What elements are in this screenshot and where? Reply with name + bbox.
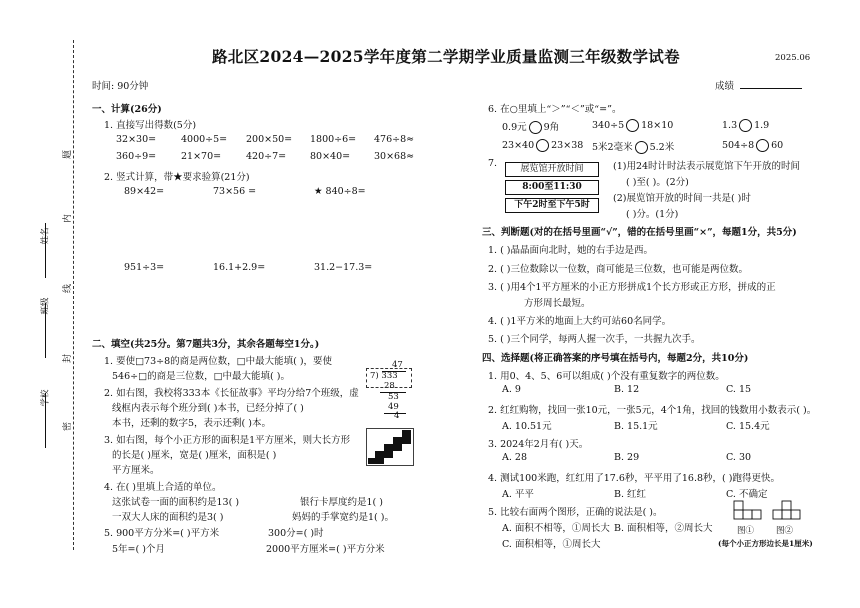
choice-q4: 4. 测试100米跑，红红用了17.6秒，平平用了16.8秒，( )跑得更快。 (488, 473, 780, 484)
calc-item: 32×30= (116, 134, 157, 145)
section-2-title: 二、填空(共25分。第7题共3分，其余各题每空1分。) (92, 339, 320, 350)
fill-q1: 546÷□的商是三位数，□中最大能填( )。 (112, 371, 290, 382)
fill-q4: 妈妈的手掌宽约是1( )。 (292, 512, 394, 523)
s1-q2-title: 2. 竖式计算，带★要求验算(21分) (104, 172, 250, 183)
class-field[interactable] (45, 303, 46, 358)
compare-circle[interactable] (626, 119, 639, 132)
cut-word: 线 (63, 283, 74, 294)
figure-2-label: 图② (776, 526, 794, 536)
fill-q5: 5. 900平方分米=( )平方米 (104, 528, 220, 539)
choice-option[interactable]: A. 平平 (502, 489, 534, 500)
fill-q3: 的长是( )厘米，宽是( )厘米，面积是( ) (112, 450, 277, 461)
fill-q4: 4. 在( )里填上合适的单位。 (104, 482, 222, 493)
schedule-box-title: 展览馆开放时间 (505, 162, 599, 177)
calc-item: 360÷9= (116, 151, 157, 162)
calc-item: 73×56 = (213, 186, 257, 197)
choice-option[interactable]: C. 15 (726, 384, 752, 395)
calc-item: 31.2−17.3= (314, 262, 373, 273)
fill-q4: 银行卡厚度约是1( ) (300, 497, 383, 508)
judge-item: 3. ( )用4个1平方厘米的小正方形拼成1个长方形或正方形，拼成的正 (488, 282, 776, 293)
choice-q3: 3. 2024年2月有( )天。 (488, 439, 589, 450)
judge-item: 1. ( )晶晶面向北时，她的右手边是西。 (488, 245, 654, 256)
calc-item: ★ 840÷8= (314, 186, 366, 197)
choice-option[interactable]: B. 15.1元 (614, 421, 658, 432)
choice-option[interactable]: C. 不确定 (726, 489, 768, 500)
exam-time: 时间: 90分钟 (92, 81, 149, 92)
choice-option[interactable]: A. 面积不相等，①周长大 (502, 523, 610, 534)
figure-1-shape (733, 500, 763, 522)
section-1-title: 一、计算(26分) (92, 104, 162, 115)
school-label: 学校 (40, 389, 51, 407)
choice-q1: 1. 用0、4、5、6可以组成( )个没有重复数字的两位数。 (488, 371, 725, 382)
s1-q1-title: 1. 直接写出得数(5分) (104, 120, 197, 131)
compare-circle[interactable] (739, 119, 752, 132)
staircase-grid-figure (366, 428, 414, 466)
name-label: 姓名 (40, 227, 51, 245)
figure-note: (每个小正方形边长是1厘米) (718, 539, 813, 548)
figure-1-label: 图① (737, 526, 755, 536)
compare-circle[interactable] (529, 121, 542, 134)
calc-item: 1800÷6= (310, 134, 357, 145)
fill-q3: 平方厘米。 (112, 465, 160, 476)
school-field[interactable] (45, 393, 46, 448)
calc-item: 80×40= (310, 151, 351, 162)
fill-q2: 本书，还剩的数字5，表示还剩( )本。 (112, 418, 271, 429)
compare-row-1: 0.9元 9角 (502, 122, 560, 133)
cut-word: 密 (63, 421, 74, 432)
page-title: 路北区2024—2025学年度第二学期学业质量监测三年级数学试卷 (212, 47, 680, 66)
compare-circle[interactable] (635, 141, 648, 154)
fill-q2: 线框内表示每个班分到( )本书，已经分掉了( ) (112, 403, 304, 414)
fill-q6: 6. 在○里填上“＞”“＜”或“=”。 (488, 104, 622, 115)
cut-word: 内 (63, 213, 74, 224)
fill-q7: ( )分。(1分) (626, 209, 679, 220)
calc-item: 476÷8≈ (374, 134, 415, 145)
choice-option[interactable]: B. 29 (614, 452, 640, 463)
calc-item: 89×42= (124, 186, 165, 197)
fill-q1: 1. 要使□73÷8的商是两位数，□中最大能填( )，要使 (104, 356, 333, 367)
fill-q2: 2. 如右图，我校将333本《长征故事》平均分给7个班级，虚 (104, 388, 359, 399)
compare-circle[interactable] (756, 139, 769, 152)
compare-circle[interactable] (536, 139, 549, 152)
score-field[interactable] (740, 88, 802, 89)
choice-q2: 2. 红红购物，找回一张10元，一张5元，4个1角，找回的钱数用小数表示( )。 (488, 405, 817, 416)
choice-option[interactable]: B. 红红 (614, 489, 647, 500)
section-3-title: 三、判断题(对的在括号里画“√”，错的在括号里画“×”，每题1分，共5分) (482, 227, 797, 238)
calc-item: 951÷3= (124, 262, 165, 273)
judge-item: 5. ( )三个同学，每两人握一次手，一共握九次手。 (488, 334, 701, 345)
judge-item-cont: 方形周长最短。 (524, 298, 591, 309)
name-field[interactable] (45, 223, 46, 278)
fill-q5: 300分=( )时 (268, 528, 324, 539)
compare-row-2: 23×40 23×38 (502, 140, 584, 151)
fill-q7: (1)用24时计时法表示展览馆下午开放的时间 (613, 161, 801, 172)
choice-option[interactable]: C. 15.4元 (726, 421, 770, 432)
fill-q3: 3. 如右图，每个小正方形的面积是1平方厘米，则大长方形 (104, 435, 351, 446)
fill-q7: (2)展览馆开放的时间一共是( )时 (613, 193, 751, 204)
score-label: 成绩 (715, 81, 735, 92)
fill-q5: 2000平方厘米=( )平方分米 (266, 544, 385, 555)
calc-item: 21×70= (181, 151, 222, 162)
binding-line (73, 40, 74, 550)
schedule-box-afternoon: 下午2时至下午5时 (505, 198, 599, 213)
calc-item: 30×68≈ (374, 151, 415, 162)
calc-item: 420÷7= (246, 151, 287, 162)
cut-word: 封 (63, 353, 74, 364)
choice-option[interactable]: C. 面积相等，①周长大 (502, 539, 601, 550)
choice-option[interactable]: B. 12 (614, 384, 640, 395)
choice-option[interactable]: A. 28 (502, 452, 527, 463)
calc-item: 4000÷5= (181, 134, 228, 145)
choice-option[interactable]: B. 面积相等，②周长大 (614, 523, 713, 534)
judge-item: 2. ( )三位数除以一位数，商可能是三位数，也可能是两位数。 (488, 264, 749, 275)
fill-q7: ( )至( )。(2分) (626, 177, 689, 188)
schedule-box-morning: 8:00至11:30 (505, 180, 599, 195)
judge-item: 4. ( )1平方米的地面上大约可站60名同学。 (488, 316, 672, 327)
fill-q4: 一双大人床的面积约是3( ) (112, 512, 224, 523)
exam-date: 2025.06 (775, 53, 811, 63)
calc-item: 200×50= (246, 134, 293, 145)
cut-word: 题 (63, 149, 74, 160)
choice-option[interactable]: A. 10.51元 (502, 421, 552, 432)
fill-q4: 这张试卷一面的面积约是13( ) (112, 497, 240, 508)
class-label: 班级 (40, 297, 51, 315)
calc-item: 16.1+2.9= (213, 262, 266, 273)
choice-option[interactable]: A. 9 (502, 384, 521, 395)
section-4-title: 四、选择题(将正确答案的序号填在括号内，每题2分，共10分) (482, 353, 749, 364)
fill-q5: 5年=( )个月 (112, 544, 165, 555)
fill-q7-num: 7. (488, 158, 498, 169)
figure-2-shape (772, 500, 802, 522)
choice-option[interactable]: C. 30 (726, 452, 752, 463)
choice-q5: 5. 比较右面两个图形，正确的说法是( )。 (488, 507, 663, 518)
